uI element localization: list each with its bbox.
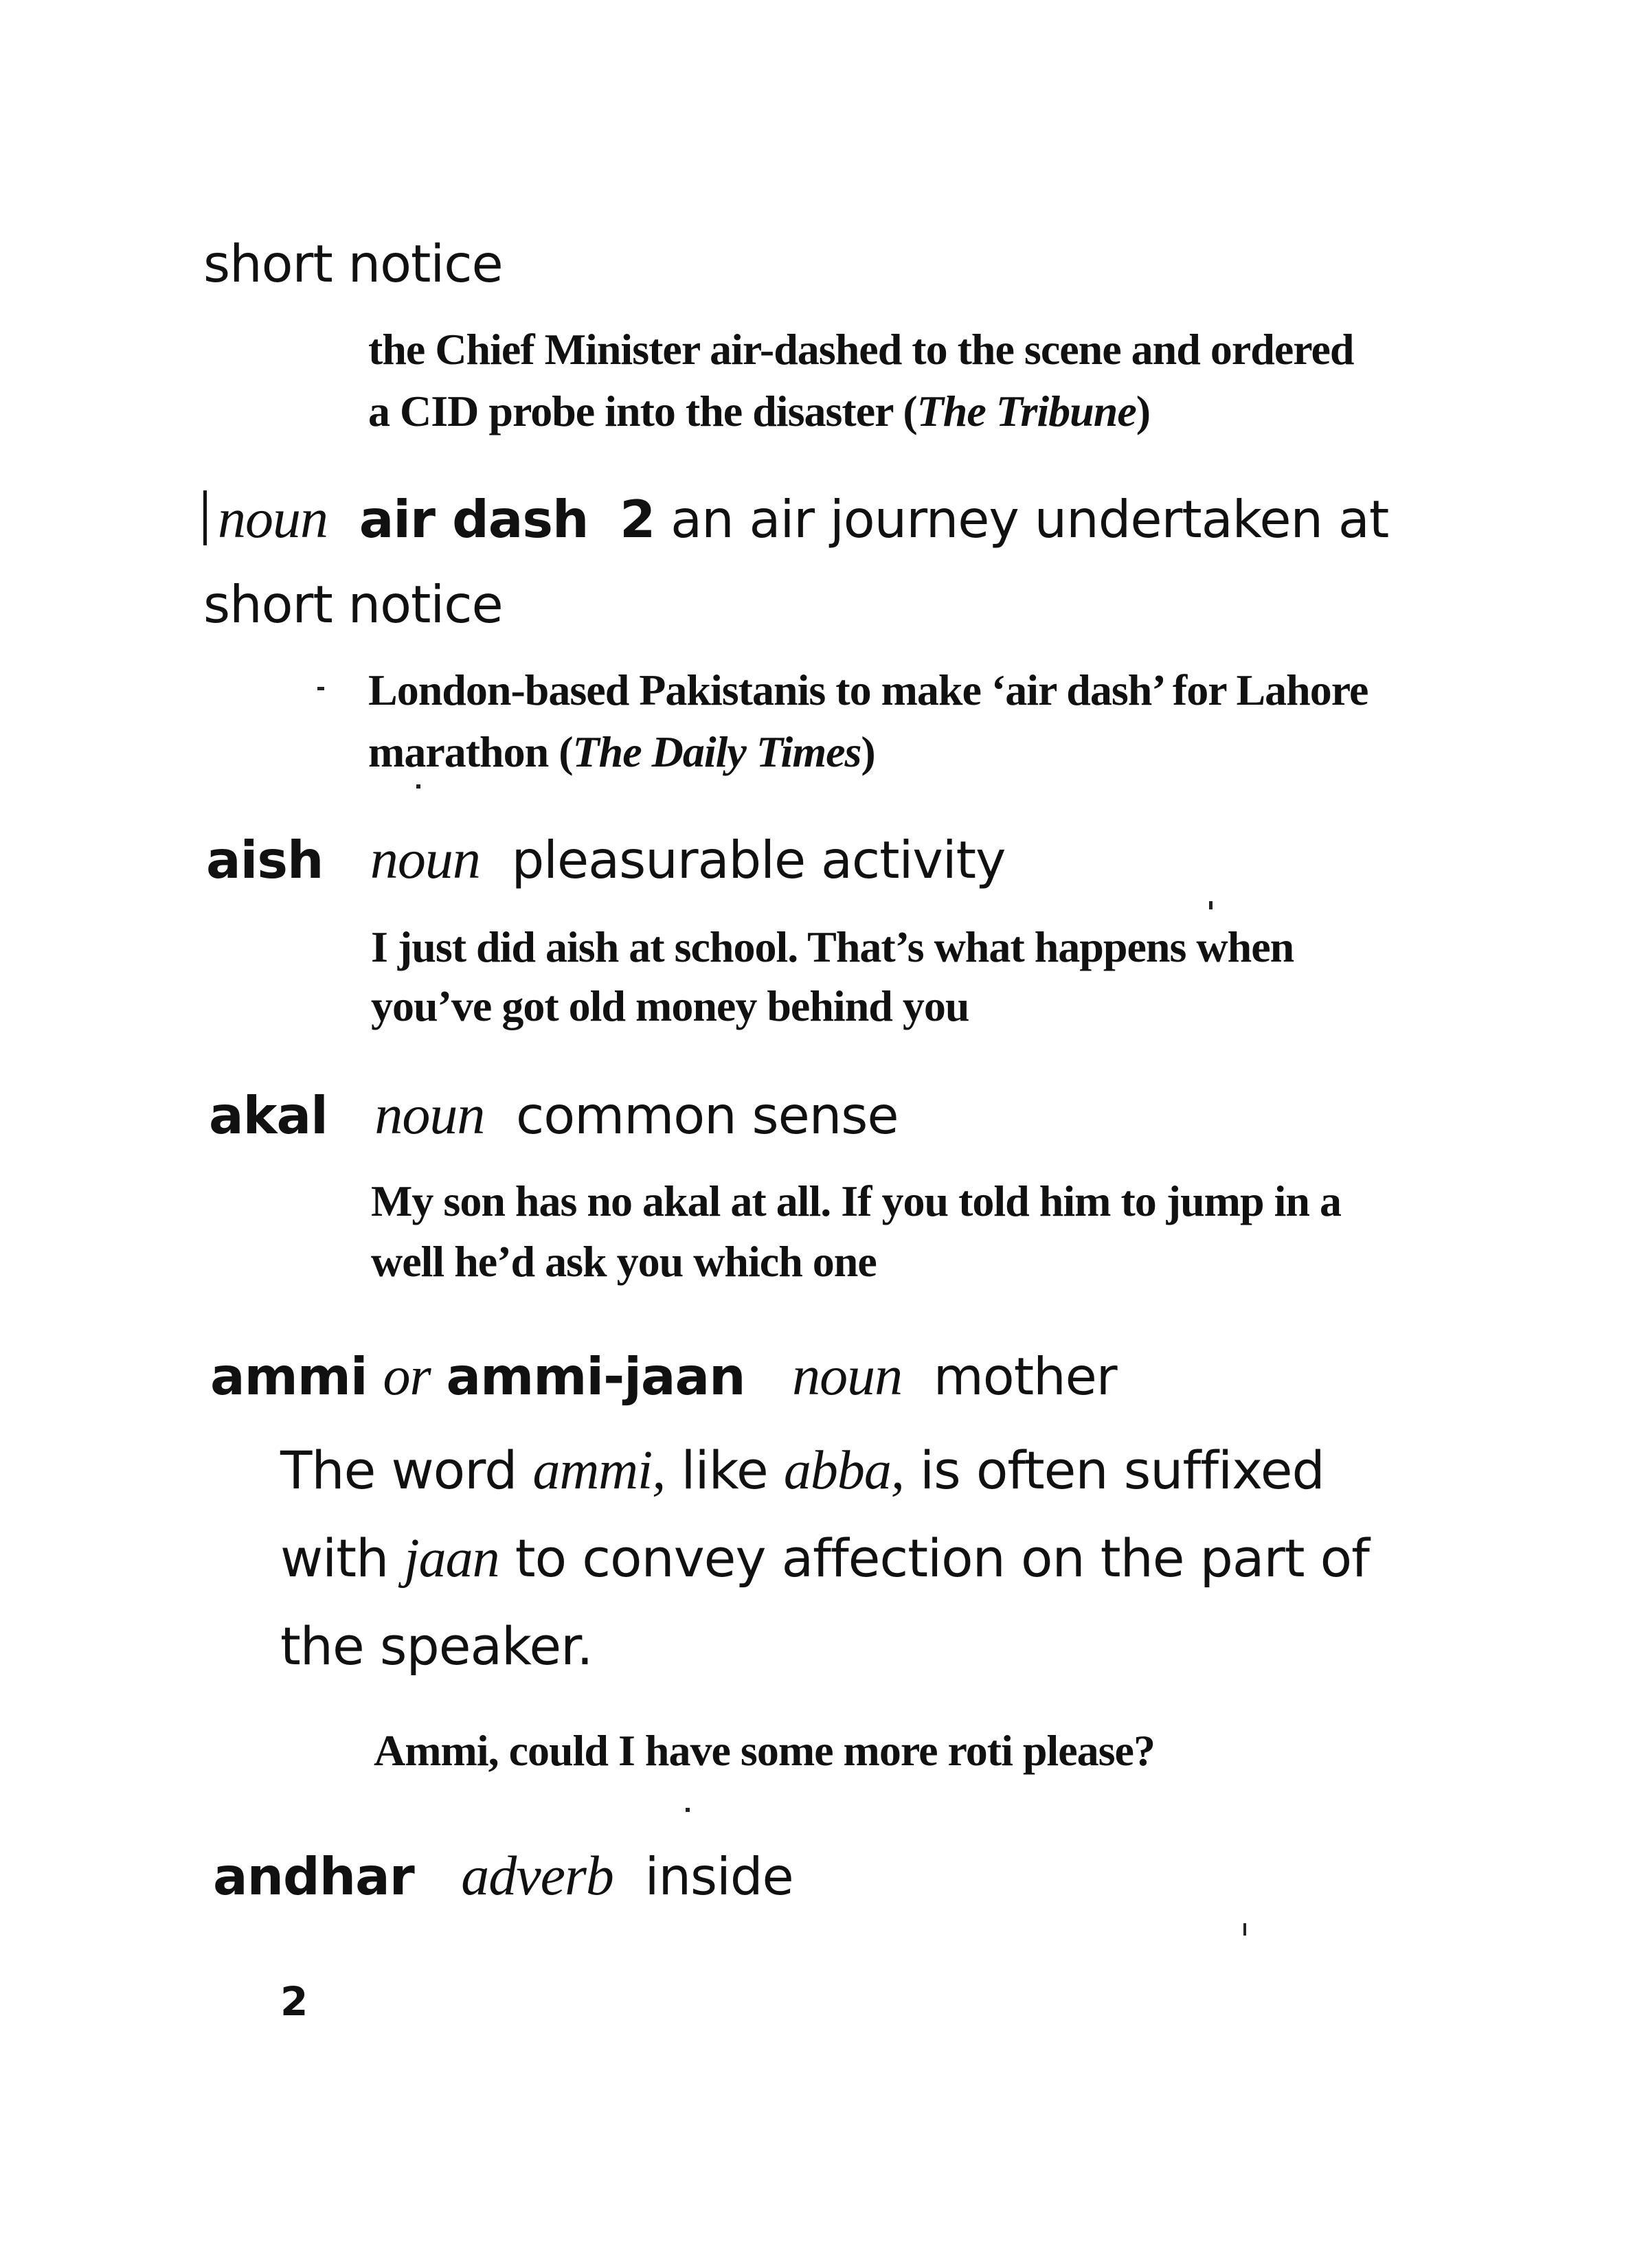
- usage-note-line: [280, 1528, 1369, 1590]
- note-text: with: [280, 1528, 405, 1589]
- sense-separator: [203, 490, 207, 545]
- headword: aish: [206, 830, 324, 890]
- entry-header: [213, 1844, 793, 1908]
- note-term: jaan: [404, 1528, 499, 1589]
- example-text: ): [1136, 387, 1151, 435]
- usage-note-line: [280, 1440, 1324, 1502]
- scan-speck: [1243, 1923, 1246, 1936]
- part-of-speech: noun: [374, 1083, 485, 1146]
- part-of-speech: noun: [370, 828, 480, 890]
- part-of-speech: noun: [792, 1344, 903, 1407]
- headword-connector: or: [383, 1346, 431, 1407]
- headword: akal: [209, 1085, 328, 1146]
- definition: inside: [644, 1846, 793, 1907]
- note-text: is often suffixed: [903, 1440, 1324, 1501]
- scan-speck: [686, 1808, 690, 1812]
- sense-number: 2: [620, 489, 655, 549]
- scan-speck: [416, 784, 420, 789]
- part-of-speech: noun: [218, 487, 328, 549]
- note-term: ammi,: [532, 1440, 666, 1501]
- example-sentence: My son has no akal at all. If you told him to jump in a: [371, 1177, 1341, 1225]
- definition: pleasurable activity: [511, 830, 1006, 890]
- example-text: ): [861, 727, 875, 776]
- headword: andhar: [213, 1846, 414, 1907]
- example-sentence: London-based Pakistanis to make ‘air dash’ for Lahore: [368, 666, 1368, 714]
- example-text: a CID probe into the disaster (: [368, 387, 917, 435]
- example-sentence: [368, 727, 875, 778]
- example-sentence: you’ve got old money behind you: [371, 982, 969, 1030]
- note-text: like: [665, 1440, 784, 1501]
- note-term: abba,: [783, 1440, 904, 1501]
- definition-continuation: short notice: [203, 574, 503, 635]
- example-text: marathon (: [368, 727, 573, 776]
- scan-speck: [317, 687, 324, 690]
- entry-header: [203, 486, 1388, 551]
- usage-note-line: the speaker.: [280, 1615, 593, 1677]
- scan-speck: [1209, 901, 1213, 909]
- example-sentence: the Chief Minister air-dashed to the scene and ordered: [368, 325, 1354, 374]
- headword: air dash: [359, 489, 589, 549]
- example-source: The Tribune: [916, 387, 1136, 435]
- page-number: 2: [280, 1978, 308, 2025]
- definition: mother: [933, 1346, 1117, 1407]
- part-of-speech: adverb: [461, 1844, 613, 1907]
- example-sentence: I just did aish at school. That’s what happens when: [371, 922, 1294, 971]
- example-sentence: [368, 386, 1150, 437]
- headword-variant: ammi-jaan: [446, 1346, 745, 1407]
- definition: common sense: [516, 1085, 899, 1146]
- definition: an air journey undertaken at: [670, 489, 1389, 549]
- entry-header: [209, 1082, 899, 1147]
- example-sentence: Ammi, could I have some more roti please?: [374, 1726, 1155, 1775]
- example-sentence: well he’d ask you which one: [371, 1237, 877, 1286]
- definition-continuation: short notice: [203, 234, 503, 294]
- example-source: The Daily Times: [572, 727, 861, 776]
- entry-header: [206, 827, 1005, 892]
- note-text: The word: [280, 1440, 533, 1501]
- headword: ammi: [210, 1346, 368, 1407]
- note-text: to convey affection on the part of: [499, 1528, 1369, 1589]
- entry-header: [210, 1343, 1117, 1408]
